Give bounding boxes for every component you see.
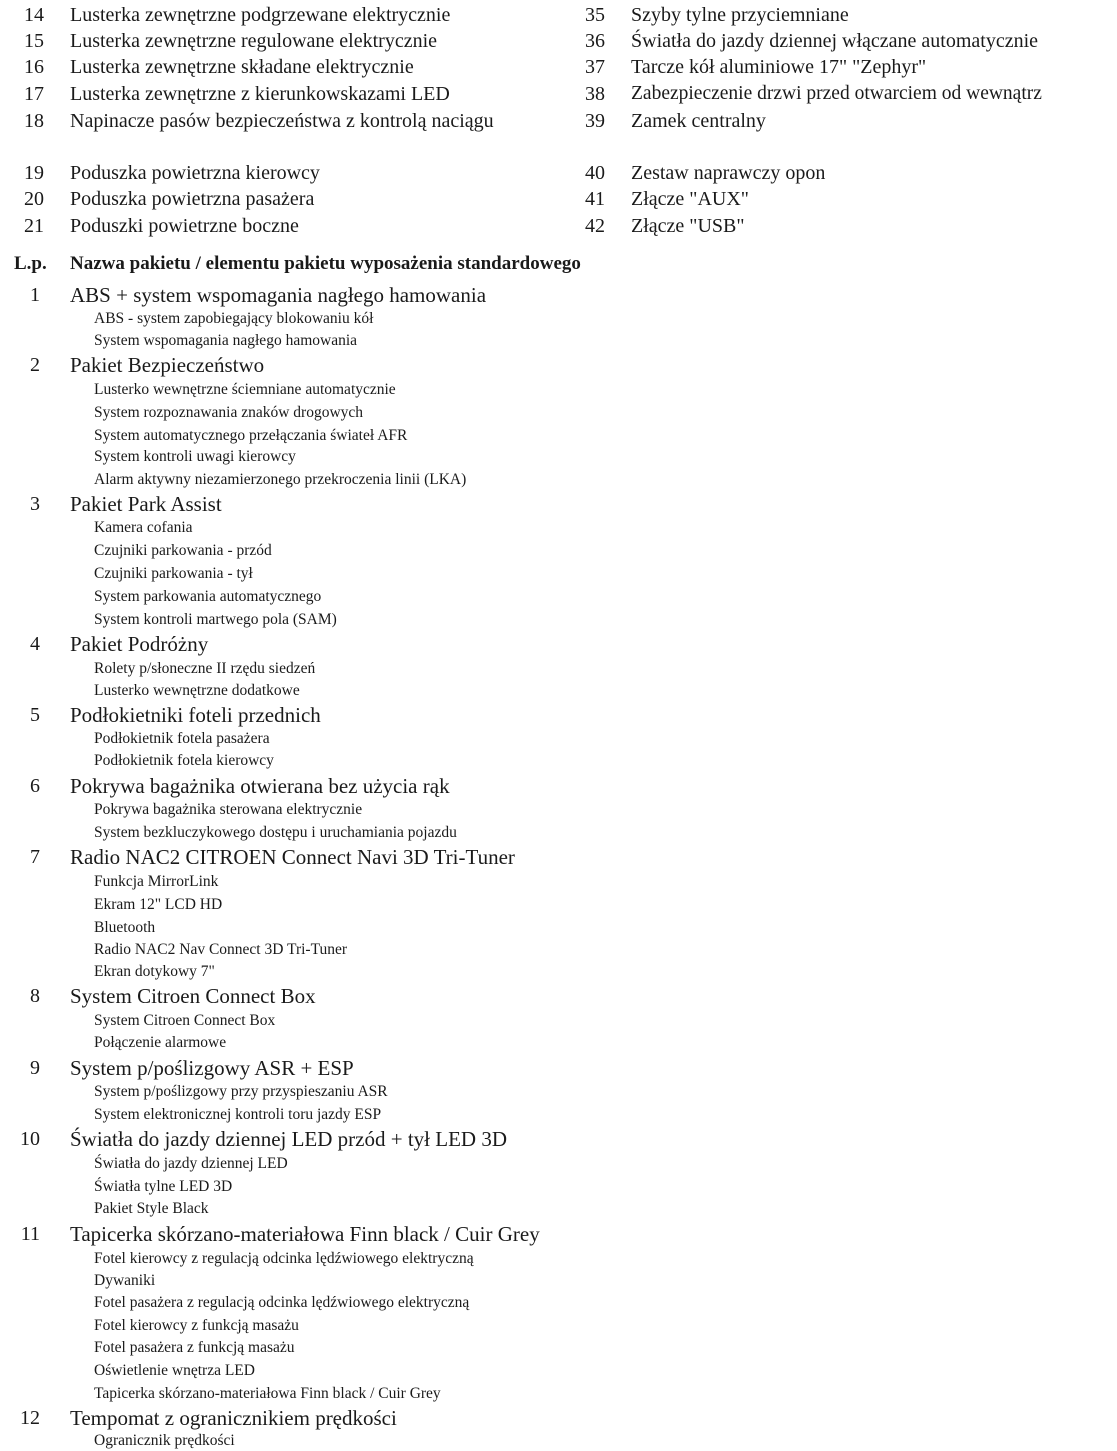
package-number: 12 [20,1407,40,1429]
feature-text: Złącze "AUX" [631,188,749,210]
feature-text: Zamek centralny [631,110,766,132]
package-item: ABS - system zapobiegający blokowaniu kół [94,310,374,327]
package-item: System rozpoznawania znaków drogowych [94,404,364,421]
package-name: System p/poślizgowy ASR + ESP [70,1056,354,1080]
package-number: 2 [30,354,40,376]
feature-number: 21 [24,215,44,237]
package-item: Lusterko wewnętrzne ściemniane automatycznie [94,381,396,398]
feature-text: Lusterka zewnętrzne podgrzewane elektrycznie [70,4,451,26]
package-item: Światła tylne LED 3D [94,1178,233,1195]
feature-number: 20 [24,188,44,210]
package-item: Tapicerka skórzano-materiałowa Finn black / Cuir Grey [94,1385,441,1402]
package-name: Pakiet Podróżny [70,632,209,656]
package-item: Rolety p/słoneczne II rzędu siedzeń [94,660,316,677]
package-item: Czujniki parkowania - przód [94,542,272,559]
package-item: System p/poślizgowy przy przyspieszaniu ASR [94,1083,388,1100]
feature-text: Zabezpieczenie drzwi przed otwarciem od wewnątrz [631,83,1042,104]
feature-number: 35 [585,4,605,26]
feature-text: Złącze "USB" [631,215,745,237]
package-number: 3 [30,493,40,515]
package-item: Ekram 12" LCD HD [94,896,223,913]
feature-number: 38 [585,83,605,105]
package-item: Pokrywa bagażnika sterowana elektrycznie [94,801,363,818]
package-number: 9 [30,1057,40,1079]
package-item: Czujniki parkowania - tył [94,565,253,582]
package-item: System kontroli martwego pola (SAM) [94,611,337,628]
feature-number: 40 [585,162,605,184]
package-item: Lusterko wewnętrzne dodatkowe [94,682,300,699]
feature-number: 42 [585,215,605,237]
feature-number: 36 [585,30,605,52]
feature-number: 37 [585,56,605,78]
package-item: Oświetlenie wnętrza LED [94,1362,255,1379]
packages-header-lp: L.p. [14,253,47,274]
package-item: Fotel pasażera z regulacją odcinka lędźwiowego elektryczną [94,1294,470,1311]
feature-number: 15 [24,30,44,52]
package-item: Światła do jazdy dziennej LED [94,1155,288,1172]
package-name: System Citroen Connect Box [70,984,316,1008]
package-name: Tapicerka skórzano-materiałowa Finn black / Cuir Grey [70,1222,540,1246]
package-item: System automatycznego przełączania świateł AFR [94,427,408,444]
package-name: Pakiet Park Assist [70,492,222,516]
package-item: System Citroen Connect Box [94,1012,276,1029]
feature-text: Napinacze pasów bezpieczeństwa z kontrolą naciągu [70,110,494,132]
package-number: 6 [30,775,40,797]
package-name: Światła do jazdy dziennej LED przód + tył LED 3D [70,1127,507,1151]
feature-text: Poduszka powietrzna pasażera [70,188,315,210]
feature-text: Zestaw naprawczy opon [631,162,826,184]
package-item: System wspomagania nagłego hamowania [94,332,358,349]
package-name: Radio NAC2 CITROEN Connect Navi 3D Tri-Tuner [70,845,515,869]
feature-text: Szyby tylne przyciemniane [631,4,849,26]
feature-number: 17 [24,83,44,105]
package-name: Tempomat z ogranicznikiem prędkości [70,1406,397,1430]
feature-text: Światła do jazdy dziennej włączane automatycznie [631,30,1039,52]
feature-text: Poduszka powietrzna kierowcy [70,162,320,184]
package-item: Fotel pasażera z funkcją masażu [94,1339,295,1356]
feature-text: Poduszki powietrzne boczne [70,215,299,237]
package-item: Ekran dotykowy 7" [94,963,215,980]
packages-header-title: Nazwa pakietu / elementu pakietu wyposażenia standardowego [70,253,581,274]
package-number: 1 [30,284,40,306]
package-name: Pakiet Bezpieczeństwo [70,353,265,377]
package-item: Kamera cofania [94,519,193,536]
feature-text: Lusterka zewnętrzne z kierunkowskazami LED [70,83,450,105]
package-item: Pakiet Style Black [94,1200,209,1217]
package-item: Radio NAC2 Nav Connect 3D Tri-Tuner [94,941,348,958]
package-name: Podłokietniki foteli przednich [70,703,321,727]
package-item: Ogranicznik prędkości [94,1432,235,1449]
feature-text: Tarcze kół aluminiowe 17" "Zephyr" [631,56,927,78]
package-name: Pokrywa bagażnika otwierana bez użycia rąk [70,774,450,798]
package-item: Alarm aktywny niezamierzonego przekroczenia linii (LKA) [94,471,467,488]
package-item: Fotel kierowcy z regulacją odcinka lędźwiowego elektryczną [94,1250,474,1267]
package-item: System elektronicznej kontroli toru jazdy ESP [94,1106,382,1123]
feature-number: 41 [585,188,605,210]
feature-text: Lusterka zewnętrzne składane elektrycznie [70,56,414,78]
package-number: 7 [30,846,40,868]
package-item: Połączenie alarmowe [94,1034,227,1051]
package-item: System kontroli uwagi kierowcy [94,448,296,465]
package-number: 8 [30,985,40,1007]
package-item: Bluetooth [94,919,156,936]
package-number: 10 [20,1128,40,1150]
package-item: System bezkluczykowego dostępu i uruchamiania pojazdu [94,824,457,841]
feature-number: 14 [24,4,44,26]
package-item: Funkcja MirrorLink [94,873,219,890]
feature-text: Lusterka zewnętrzne regulowane elektrycznie [70,30,438,52]
package-number: 5 [30,704,40,726]
package-number: 4 [30,633,40,655]
feature-number: 18 [24,110,44,132]
feature-number: 19 [24,162,44,184]
package-item: System parkowania automatycznego [94,588,322,605]
feature-number: 16 [24,56,44,78]
package-name: ABS + system wspomagania nagłego hamowania [70,283,487,307]
package-item: Fotel kierowcy z funkcją masażu [94,1317,299,1334]
package-item: Podłokietnik fotela kierowcy [94,752,274,769]
package-item: Podłokietnik fotela pasażera [94,730,270,747]
feature-number: 39 [585,110,605,132]
package-number: 11 [20,1223,40,1245]
package-item: Dywaniki [94,1272,156,1289]
